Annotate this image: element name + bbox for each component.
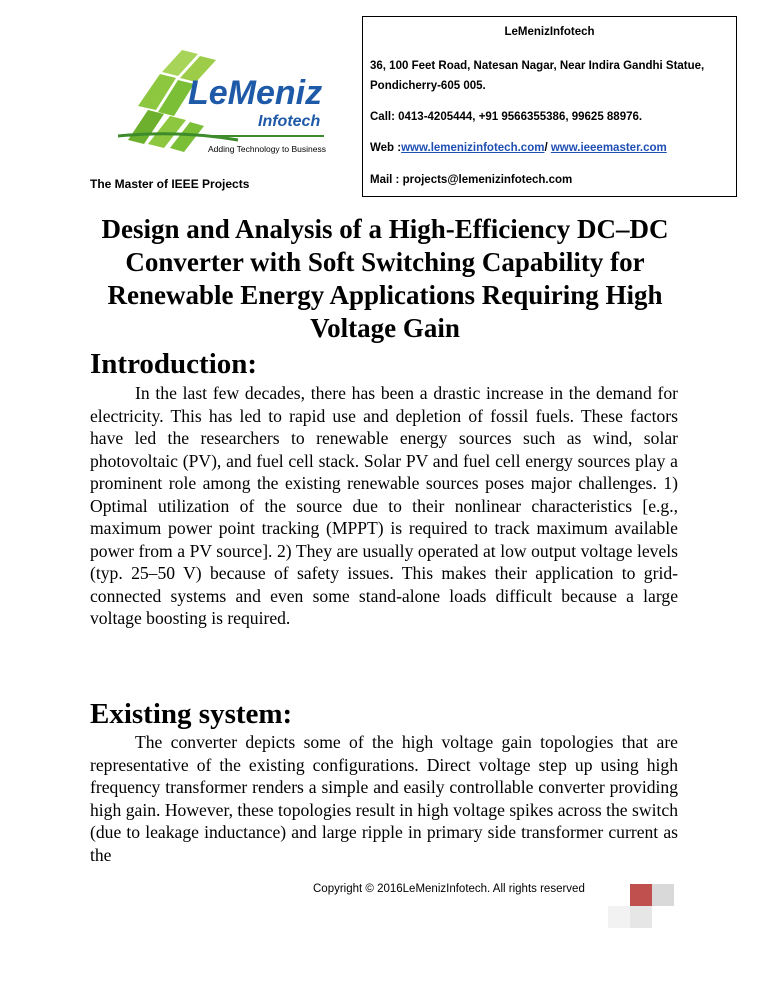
logo-slogan: Adding Technology to Business [208, 144, 326, 154]
logo-brand: LeMeniz [188, 74, 323, 112]
contact-company: LeMenizInfotech [504, 26, 595, 38]
logo-sub: Infotech [258, 113, 321, 130]
section-text-introduction: In the last few decades, there has been a drastic increase in the demand for electricity. This has led to rapid use and depletion of fossil fuels. These factors have led the researchers to renewable energy sources such as wind, solar photovoltaic (PV), and fuel cell stack. Solar PV and fuel cell energy sources play a prominent role among the existing renewable sources poses major challenges. 1) Optimal utilization of the source due to their nonlinear characteristics [e.g., maximum power point tracking (MPPT) is required to track maximum available power from a PV source]. 2) They are usually operated at low output voltage levels (typ. 25–50 V) because of safety issues. This makes their application to grid-connected systems and even some stand-alone loads difficult because a large voltage boosting is required. [90, 383, 678, 628]
footer-square-gray-2 [630, 906, 652, 928]
company-logo [118, 44, 338, 162]
contact-web-sep: / [544, 142, 551, 154]
contact-web-label: Web : [370, 142, 402, 154]
copyright-notice: Copyright © 2016LeMenizInfotech. All rights reserved [313, 883, 585, 895]
footer-square-light [608, 906, 630, 928]
website-link-1[interactable]: www.lemenizinfotech.com [401, 142, 545, 154]
section-heading-existing-system: Existing system: [90, 698, 293, 730]
document-title: Design and Analysis of a High-Efficiency DC–DC Converter with Soft Switching Capability for Renewable Energy Applications Requiring High Voltage Gain [101, 214, 669, 343]
footer-square-gray [652, 884, 674, 906]
contact-web [370, 142, 667, 154]
header-tagline: The Master of IEEE Projects [90, 177, 250, 191]
contact-box [362, 16, 737, 197]
contact-address-1: 36, 100 Feet Road, Natesan Nagar, Near Indira Gandhi Statue, [370, 60, 705, 72]
contact-mail: Mail : projects@lemenizinfotech.com [370, 174, 573, 186]
section-heading-introduction: Introduction: [90, 348, 258, 380]
website-link-2[interactable]: www.ieeemaster.com [550, 142, 667, 154]
section-text-existing-system: The converter depicts some of the high voltage gain topologies that are representative of the existing configurations. Direct voltage step up using high frequency transformer renders a simple and easily controllable converter providing high gain. However, these topologies result in high voltage spikes across the switch (due to leakage inductance) and large ripple in primary side transformer current as the [90, 732, 678, 865]
footer-square-red [630, 884, 652, 906]
contact-call: Call: 0413-4205444, +91 9566355386, 99625 88976. [370, 111, 643, 123]
contact-address-2: Pondicherry-605 005. [370, 80, 486, 92]
